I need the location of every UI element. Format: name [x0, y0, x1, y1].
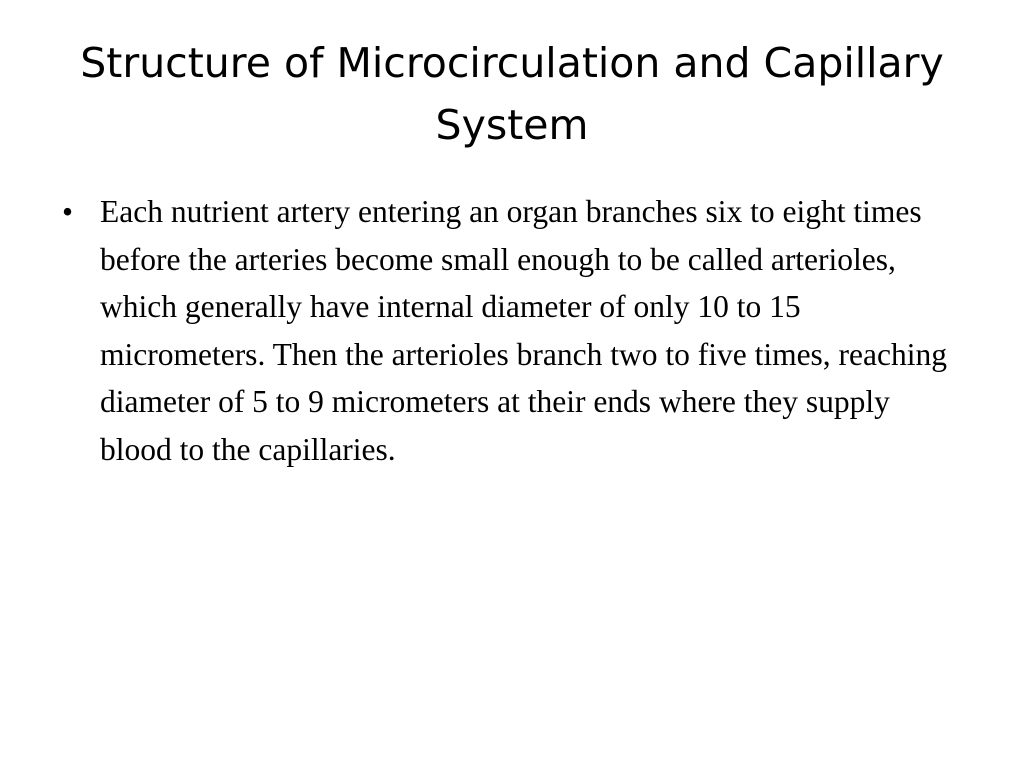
slide-content [62, 188, 962, 473]
bullet-item [62, 188, 962, 473]
bullet-text: Each nutrient artery entering an organ branches six to eight times before the arteries become small enough to be called arterioles, which generally have internal diameter of only 10 to 15 micrometers. Then the arterioles branch two to five times, reaching diameter of 5 to 9 micrometers at their ends where they supply blood to the capillaries. [100, 194, 947, 467]
slide-title: Structure of Microcirculation and Capillary System [80, 39, 944, 149]
bullet-marker: • [62, 194, 74, 229]
